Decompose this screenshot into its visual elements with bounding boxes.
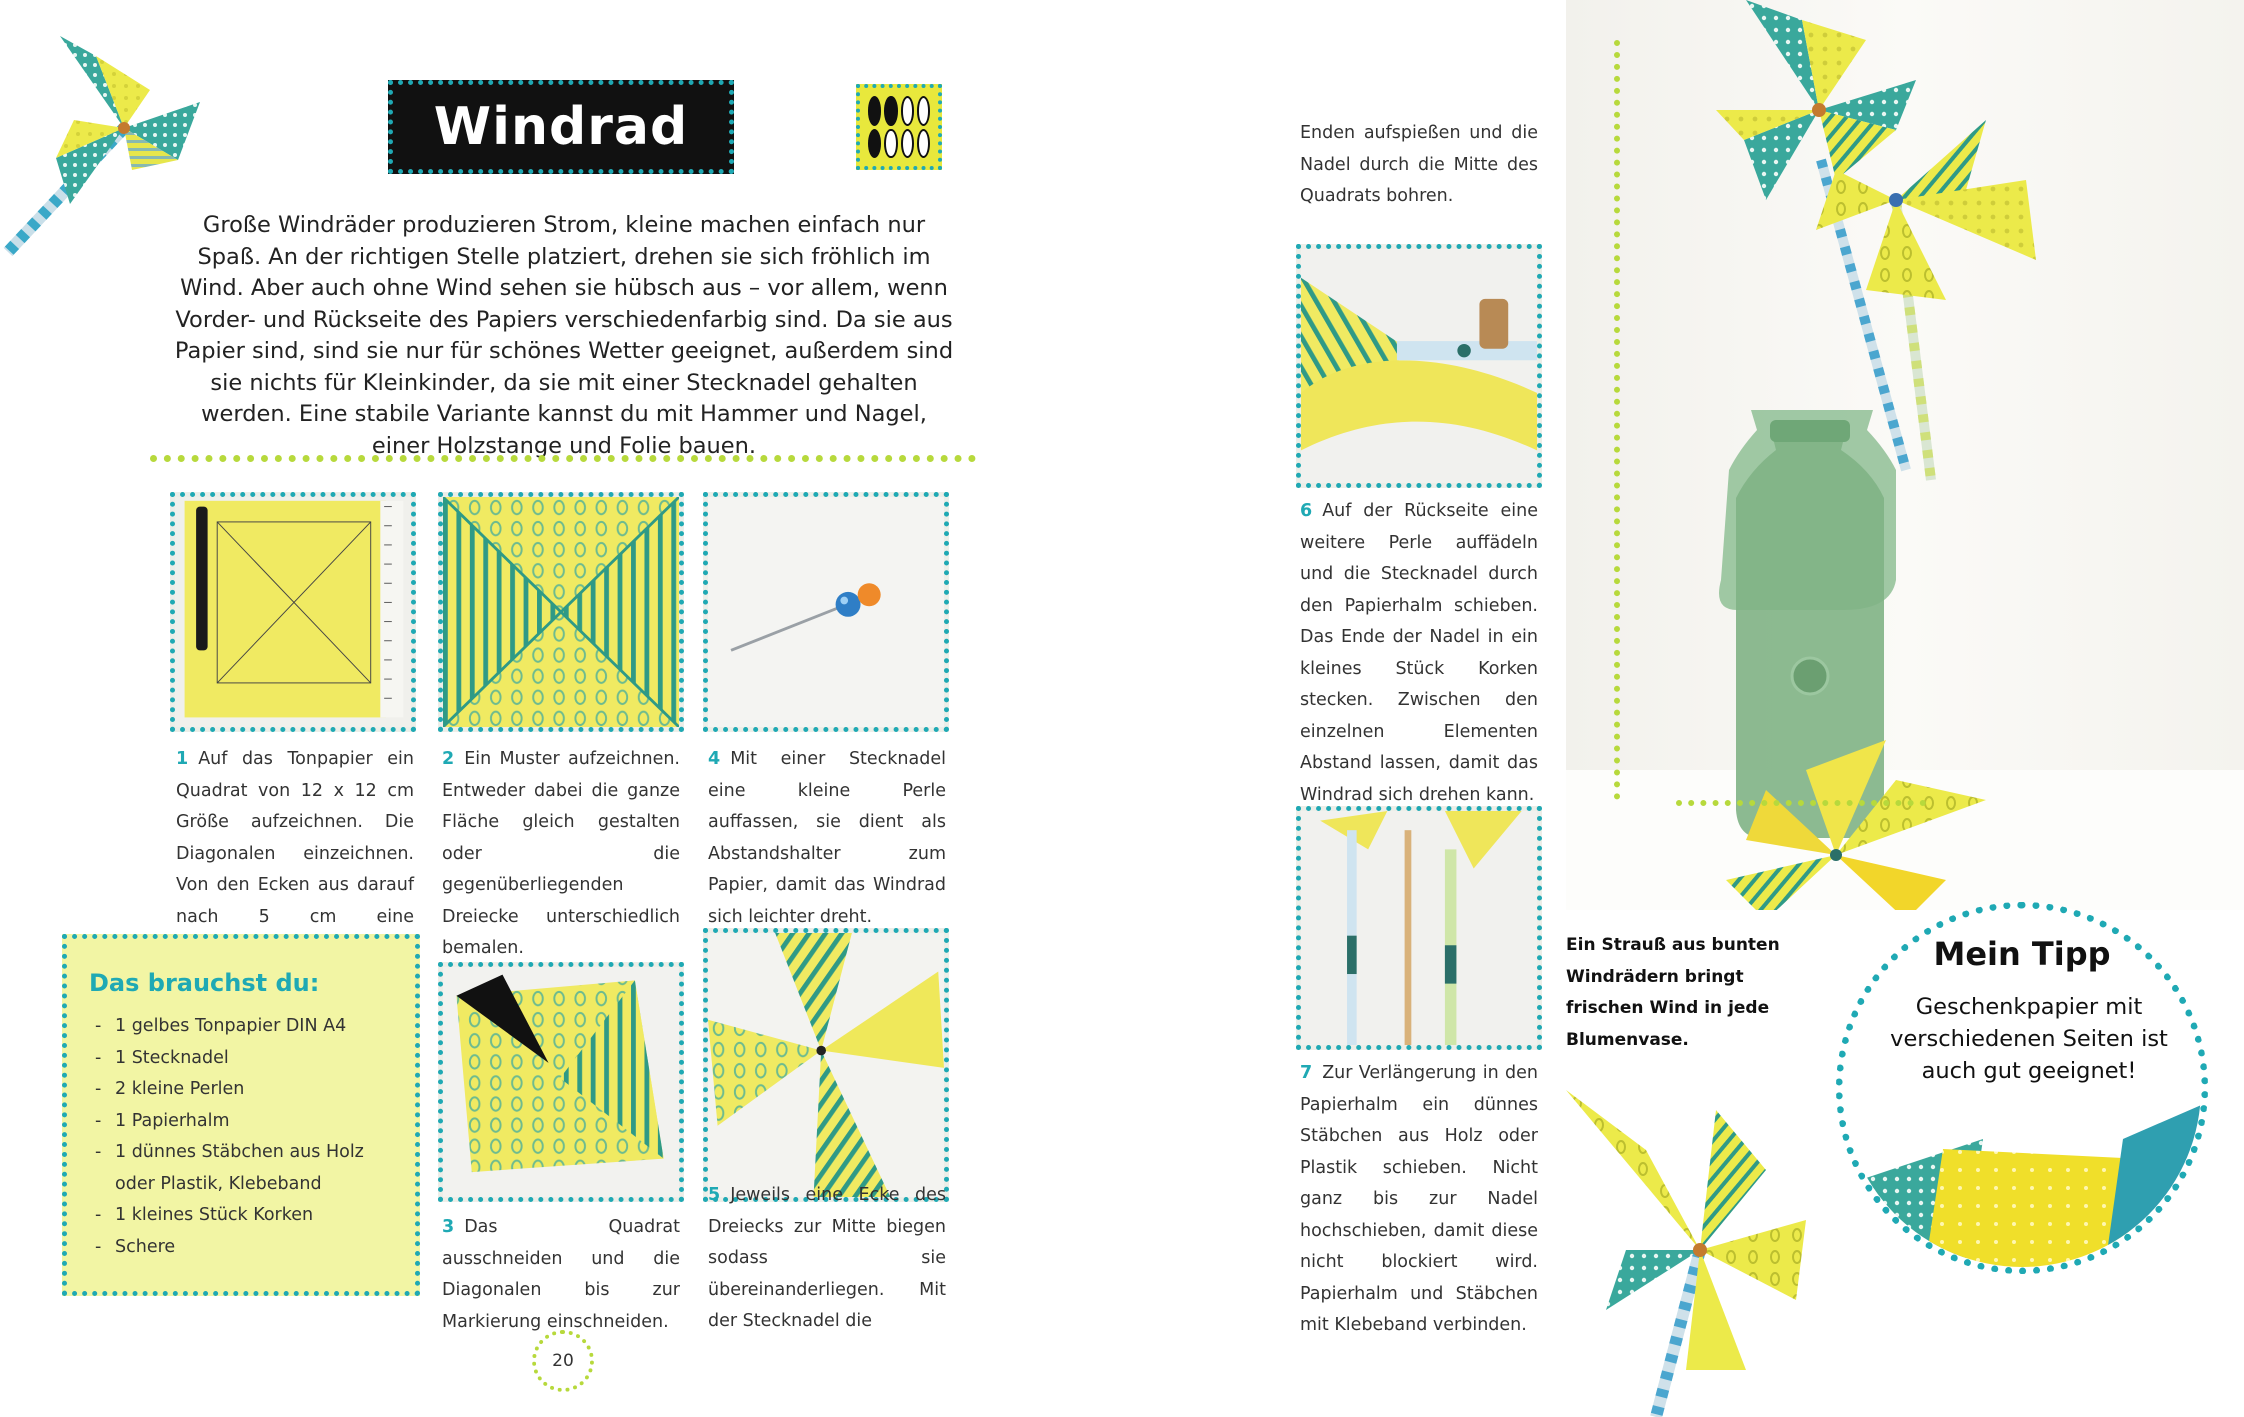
materials-heading: Das brauchst du: <box>89 969 320 997</box>
step-2-body: Ein Muster aufzeichnen. Entweder dabei die ganze Fläche gleich gestalten oder die gegenüberliegenden Dreiecke unterschiedlich bemalen. <box>442 749 680 958</box>
step-4-body: Mit einer Stecknadel eine kleine Perle auffassen, sie dient als Abstandshalter zum Papier, damit das Windrad sich leichter dreht. <box>708 749 946 927</box>
step-7-text <box>1300 1058 1538 1342</box>
step-2-text <box>442 744 680 965</box>
step-5-text <box>708 1180 946 1338</box>
step-1-number: 1 <box>176 749 189 769</box>
rating-dot <box>917 96 930 126</box>
step-2-photo <box>438 492 684 732</box>
separator-line <box>150 455 976 462</box>
step-4-number: 4 <box>708 749 721 769</box>
tip-paper-illustration <box>1843 1089 2208 1274</box>
difficulty-badge <box>856 84 942 170</box>
page-title-text: Windrad <box>433 97 689 157</box>
photo-caption: Ein Strauß aus bunten Windrädern bringt frischen Wind in jede Blumenvase. <box>1566 935 1780 1050</box>
tip-circle <box>1836 902 2208 1274</box>
step-3-number: 3 <box>442 1217 455 1237</box>
step-1-photo <box>170 492 416 732</box>
page-title <box>388 80 734 174</box>
step-6-text <box>1300 496 1538 811</box>
step-5-body: Jeweils eine Ecke des Dreiecks zur Mitte biegen sodass sie übereinanderliegen. Mit der Stecknadel die <box>708 1185 946 1331</box>
step-6-photo <box>1296 244 1542 488</box>
step-7-photo <box>1296 806 1542 1050</box>
step-3-body: Das Quadrat ausschneiden und die Diagonalen bis zur Markierung einschneiden. <box>442 1217 680 1332</box>
rating-dot <box>868 96 881 126</box>
materials-item: - Schere <box>89 1232 395 1264</box>
materials-item: - 2 kleine Perlen <box>89 1074 395 1106</box>
materials-item: - 1 kleines Stück Korken <box>89 1200 395 1232</box>
tip-heading: Mein Tipp <box>1933 935 2111 973</box>
step-7-body: Zur Verlängerung in den Papierhalm ein dünnes Stäbchen aus Holz oder Plastik schieben. Nicht ganz bis zur Nadel hochschieben, damit diese nicht blockiert wird. Papierhalm und Stäbchen mit Klebeband verbinden. <box>1300 1063 1538 1335</box>
step-6-number: 6 <box>1300 501 1313 521</box>
pinwheel-illustration-top-left <box>0 20 200 260</box>
accent-dotline-horizontal <box>1676 800 1926 806</box>
rating-dot <box>917 129 930 159</box>
step-4-text <box>708 744 946 933</box>
step-3-photo <box>438 962 684 1202</box>
rating-dot <box>884 129 897 159</box>
step-4-photo <box>703 492 949 732</box>
materials-item: - 1 Papierhalm <box>89 1106 395 1138</box>
step-2-number: 2 <box>442 749 455 769</box>
pinwheel-illustration-bottom <box>1566 1070 1846 1417</box>
step-5-number: 5 <box>708 1185 721 1205</box>
tip-text: Geschenkpapier mit verschiedenen Seiten ist auch gut geeignet! <box>1890 994 2168 1084</box>
rating-dot <box>901 96 914 126</box>
materials-item: - 1 dünnes Stäbchen aus Holz <box>89 1137 395 1169</box>
page-number-left: 20 <box>532 1330 594 1392</box>
materials-list <box>89 1011 395 1263</box>
rating-dot <box>901 129 914 159</box>
step-3-text <box>442 1212 680 1338</box>
materials-item: - 1 gelbes Tonpapier DIN A4 <box>89 1011 395 1043</box>
materials-item: - 1 Stecknadel <box>89 1043 395 1075</box>
continued-text: Enden aufspießen und die Nadel durch die Mitte des Quadrats bohren. <box>1300 123 1538 206</box>
vase-with-pinwheels-photo <box>1566 0 2244 920</box>
rating-dot <box>884 96 897 126</box>
step-1-text <box>176 744 414 965</box>
step-5-photo <box>703 928 949 1202</box>
materials-item: oder Plastik, Klebeband <box>115 1173 322 1194</box>
accent-dotline-vertical <box>1614 40 1620 800</box>
step-1-body: Auf das Tonpapier ein Quadrat von 12 x 12 cm Größe aufzeichnen. Die Diagonalen einzeichnen. Von den Ecken aus darauf nach 5 cm eine <box>176 749 414 927</box>
intro-text: Große Windräder produzieren Strom, kleine machen einfach nur Spaß. An der richtigen Stelle platziert, drehen sie sich fröhlich im Wind. Aber auch ohne Wind sehen sie hübsch aus – vor allem, wenn Vorder- und Rückseite des Papiers verschiedenfarbig sind. Da sie aus Papier sind, sind sie nur für schönes Wetter geeignet, außerdem sind sie nichts für Kleinkinder, da sie mit einer Stecknadel gehalten werden. Eine stabile Variante kannst du mit Hammer und Nagel, einer Holzstange und Folie bauen. <box>174 212 954 459</box>
step-6-body: Auf der Rückseite eine weitere Perle auffädeln und die Stecknadel durch den Papierhalm schieben. Das Ende der Nadel in ein kleines Stück Korken stecken. Zwischen den einzelnen Elementen Abstand lassen, damit das Windrad sich drehen kann. <box>1300 501 1538 805</box>
step-7-number: 7 <box>1300 1063 1313 1083</box>
rating-dot <box>868 129 881 159</box>
materials-box <box>62 934 420 1296</box>
